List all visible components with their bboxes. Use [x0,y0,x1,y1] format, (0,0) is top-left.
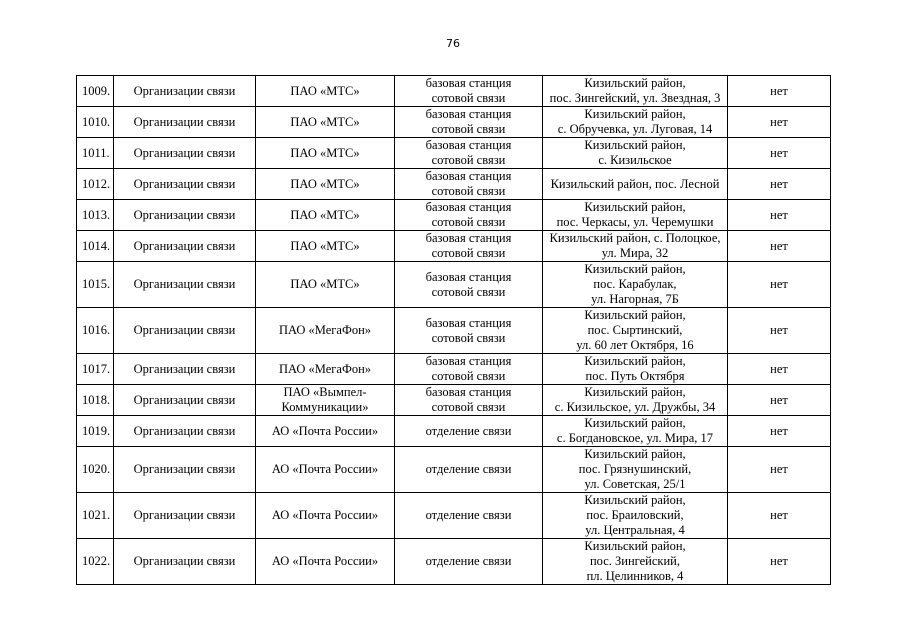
object-type-cell: отделение связи [395,447,543,493]
row-number: 1021. [77,493,114,539]
table-row [77,76,831,107]
table-row [77,200,831,231]
table-row [77,107,831,138]
row-number: 1020. [77,447,114,493]
table-row [77,169,831,200]
organization-cell: АО «Почта России» [256,416,395,447]
category-cell: Организации связи [114,138,256,169]
value-cell: нет [728,200,831,231]
table-body [77,76,831,585]
organization-cell: ПАО «МТС» [256,76,395,107]
category-cell: Организации связи [114,493,256,539]
organization-cell: ПАО «МТС» [256,107,395,138]
address-cell: Кизильский район, с. Полоцкое, ул. Мира, 32 [543,231,728,262]
organization-cell: ПАО «МегаФон» [256,354,395,385]
value-cell: нет [728,416,831,447]
object-type-cell: отделение связи [395,539,543,585]
row-number: 1019. [77,416,114,447]
organization-cell: ПАО «Вымпел- Коммуникации» [256,385,395,416]
category-cell: Организации связи [114,416,256,447]
address-cell: Кизильский район, с. Кизильское [543,138,728,169]
address-cell: Кизильский район, пос. Карабулак, ул. Нагорная, 7Б [543,262,728,308]
value-cell: нет [728,539,831,585]
row-number: 1017. [77,354,114,385]
organization-cell: АО «Почта России» [256,539,395,585]
value-cell: нет [728,493,831,539]
facilities-table [76,75,831,585]
category-cell: Организации связи [114,262,256,308]
category-cell: Организации связи [114,539,256,585]
organization-cell: ПАО «МТС» [256,200,395,231]
row-number: 1014. [77,231,114,262]
table-row [77,354,831,385]
address-cell: Кизильский район, пос. Путь Октября [543,354,728,385]
category-cell: Организации связи [114,308,256,354]
row-number: 1016. [77,308,114,354]
organization-cell: ПАО «МТС» [256,169,395,200]
row-number: 1010. [77,107,114,138]
value-cell: нет [728,262,831,308]
category-cell: Организации связи [114,169,256,200]
organization-cell: АО «Почта России» [256,493,395,539]
object-type-cell: базовая станция сотовой связи [395,308,543,354]
object-type-cell: базовая станция сотовой связи [395,385,543,416]
organization-cell: ПАО «МТС» [256,262,395,308]
object-type-cell: базовая станция сотовой связи [395,169,543,200]
object-type-cell: базовая станция сотовой связи [395,200,543,231]
table-row [77,231,831,262]
category-cell: Организации связи [114,354,256,385]
object-type-cell: базовая станция сотовой связи [395,262,543,308]
object-type-cell: базовая станция сотовой связи [395,138,543,169]
organization-cell: ПАО «МегаФон» [256,308,395,354]
row-number: 1009. [77,76,114,107]
address-cell: Кизильский район, с. Обручевка, ул. Луговая, 14 [543,107,728,138]
value-cell: нет [728,107,831,138]
table-row [77,138,831,169]
address-cell: Кизильский район, пос. Грязнушинский, ул. Советская, 25/1 [543,447,728,493]
organization-cell: ПАО «МТС» [256,138,395,169]
address-cell: Кизильский район, пос. Зингейский, ул. Звездная, 3 [543,76,728,107]
table-row [77,447,831,493]
address-cell: Кизильский район, пос. Зингейский, пл. Целинников, 4 [543,539,728,585]
table-row [77,416,831,447]
category-cell: Организации связи [114,107,256,138]
category-cell: Организации связи [114,200,256,231]
table-row [77,262,831,308]
value-cell: нет [728,447,831,493]
row-number: 1018. [77,385,114,416]
row-number: 1012. [77,169,114,200]
row-number: 1022. [77,539,114,585]
value-cell: нет [728,231,831,262]
row-number: 1015. [77,262,114,308]
object-type-cell: базовая станция сотовой связи [395,107,543,138]
category-cell: Организации связи [114,447,256,493]
category-cell: Организации связи [114,385,256,416]
address-cell: Кизильский район, с. Кизильское, ул. Дружбы, 34 [543,385,728,416]
address-cell: Кизильский район, пос. Сыртинский, ул. 60 лет Октября, 16 [543,308,728,354]
address-cell: Кизильский район, пос. Черкасы, ул. Черемушки [543,200,728,231]
object-type-cell: отделение связи [395,416,543,447]
value-cell: нет [728,354,831,385]
row-number: 1011. [77,138,114,169]
address-cell: Кизильский район, с. Богдановское, ул. Мира, 17 [543,416,728,447]
value-cell: нет [728,169,831,200]
value-cell: нет [728,76,831,107]
table-row [77,308,831,354]
page-number: 76 [446,37,460,50]
organization-cell: АО «Почта России» [256,447,395,493]
organization-cell: ПАО «МТС» [256,231,395,262]
category-cell: Организации связи [114,76,256,107]
value-cell: нет [728,138,831,169]
address-cell: Кизильский район, пос. Лесной [543,169,728,200]
category-cell: Организации связи [114,231,256,262]
row-number: 1013. [77,200,114,231]
address-cell: Кизильский район, пос. Браиловский, ул. Центральная, 4 [543,493,728,539]
object-type-cell: отделение связи [395,493,543,539]
object-type-cell: базовая станция сотовой связи [395,354,543,385]
object-type-cell: базовая станция сотовой связи [395,231,543,262]
object-type-cell: базовая станция сотовой связи [395,76,543,107]
table-row [77,493,831,539]
value-cell: нет [728,308,831,354]
value-cell: нет [728,385,831,416]
table-row [77,385,831,416]
table-row [77,539,831,585]
